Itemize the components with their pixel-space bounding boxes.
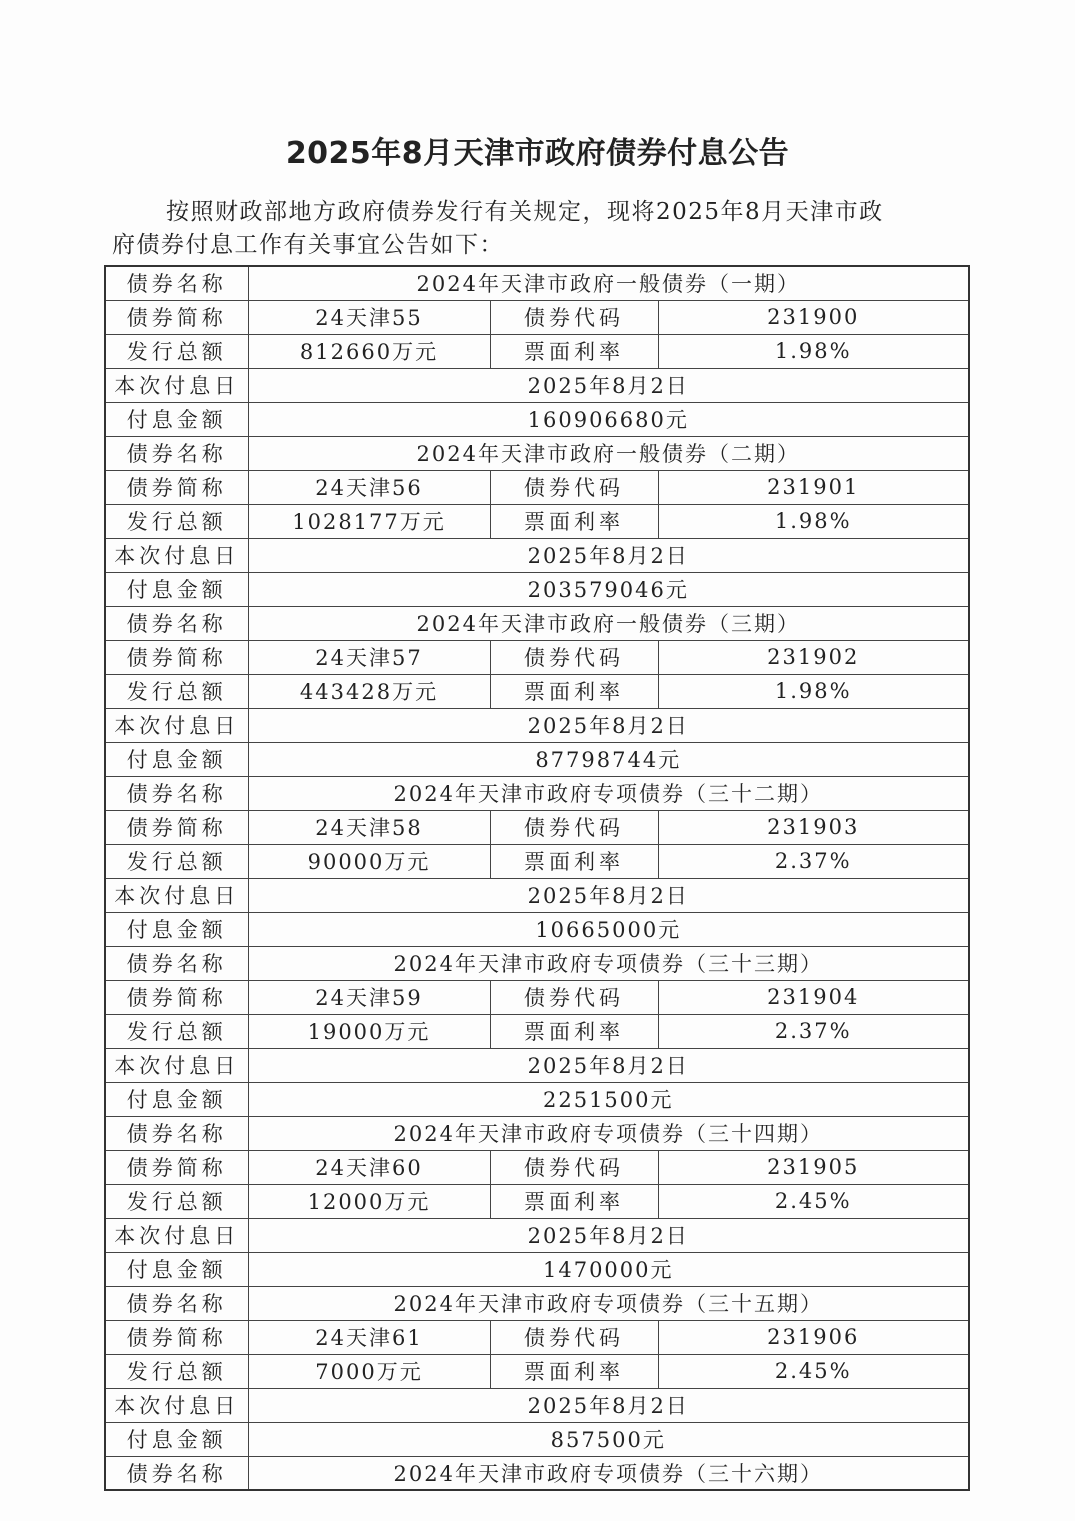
bond-total-row [105,1014,969,1048]
bond-date-value: 2025年8月2日 [248,1048,969,1082]
bond-rate-value: 1.98% [658,504,969,538]
bond-date-row [105,708,969,742]
bond-short-value: 24天津58 [248,810,490,844]
bond-total-row [105,844,969,878]
bond-short-value: 24天津59 [248,980,490,1014]
bond-total-value: 90000万元 [248,844,490,878]
bond-date-label: 本次付息日 [105,878,248,912]
bond-date-value: 2025年8月2日 [248,708,969,742]
bond-amount-row [105,1422,969,1456]
bond-name-value: 2024年天津市政府一般债券（一期） [248,266,969,300]
bond-code-label: 债券代码 [490,470,658,504]
bond-short-row [105,1320,969,1354]
bond-name-value: 2024年天津市政府一般债券（三期） [248,606,969,640]
bond-code-label: 债券代码 [490,980,658,1014]
bond-name-row [105,266,969,300]
bond-rate-value: 2.45% [658,1184,969,1218]
bond-amount-value: 1470000元 [248,1252,969,1286]
bond-date-row [105,368,969,402]
bond-date-value: 2025年8月2日 [248,368,969,402]
bond-name-value: 2024年天津市政府专项债券（三十三期） [248,946,969,980]
bond-short-value: 24天津56 [248,470,490,504]
bond-total-label: 发行总额 [105,504,248,538]
bond-short-row [105,470,969,504]
bond-amount-value: 2251500元 [248,1082,969,1116]
bond-name-row [105,1286,969,1320]
bond-total-label: 发行总额 [105,844,248,878]
bond-amount-row [105,912,969,946]
bond-amount-label: 付息金额 [105,1422,248,1456]
bond-code-value: 231903 [658,810,969,844]
bond-total-row [105,504,969,538]
bond-date-row [105,878,969,912]
bond-amount-value: 10665000元 [248,912,969,946]
bond-total-value: 443428万元 [248,674,490,708]
bond-total-row [105,334,969,368]
bond-code-value: 231901 [658,470,969,504]
bond-code-label: 债券代码 [490,300,658,334]
bond-date-value: 2025年8月2日 [248,1388,969,1422]
bond-total-row [105,1354,969,1388]
bond-code-value: 231900 [658,300,969,334]
bond-rate-label: 票面利率 [490,1184,658,1218]
bond-rate-value: 2.37% [658,844,969,878]
bond-date-row [105,1218,969,1252]
bond-short-label: 债券简称 [105,1150,248,1184]
bond-name-value: 2024年天津市政府专项债券（三十五期） [248,1286,969,1320]
bond-code-value: 231904 [658,980,969,1014]
intro-paragraph [112,196,952,262]
bond-name-label: 债券名称 [105,776,248,810]
bond-code-label: 债券代码 [490,1320,658,1354]
bond-name-label: 债券名称 [105,266,248,300]
bond-rate-label: 票面利率 [490,1014,658,1048]
bond-short-label: 债券简称 [105,470,248,504]
bond-date-label: 本次付息日 [105,368,248,402]
page-title: 2025年8月天津市政府债券付息公告 [285,136,790,171]
bond-total-label: 发行总额 [105,334,248,368]
bond-short-value: 24天津60 [248,1150,490,1184]
bond-code-value: 231902 [658,640,969,674]
bond-short-row [105,810,969,844]
bond-name-row [105,436,969,470]
bond-total-label: 发行总额 [105,1354,248,1388]
bond-code-value: 231906 [658,1320,969,1354]
bond-total-label: 发行总额 [105,1184,248,1218]
bond-short-value: 24天津61 [248,1320,490,1354]
bond-name-row [105,1456,969,1490]
bond-rate-label: 票面利率 [490,844,658,878]
bond-short-value: 24天津55 [248,300,490,334]
bond-total-row [105,1184,969,1218]
bond-rate-value: 2.37% [658,1014,969,1048]
bond-name-value: 2024年天津市政府专项债券（三十六期） [248,1456,969,1490]
bond-amount-label: 付息金额 [105,1252,248,1286]
bond-date-label: 本次付息日 [105,538,248,572]
bond-name-value: 2024年天津市政府专项债券（三十四期） [248,1116,969,1150]
bond-date-row [105,1388,969,1422]
bond-rate-value: 1.98% [658,674,969,708]
bond-total-value: 812660万元 [248,334,490,368]
bond-short-label: 债券简称 [105,640,248,674]
bond-date-value: 2025年8月2日 [248,878,969,912]
bond-name-row [105,1116,969,1150]
bond-short-value: 24天津57 [248,640,490,674]
bond-rate-label: 票面利率 [490,674,658,708]
bond-amount-value: 160906680元 [248,402,969,436]
bond-short-row [105,640,969,674]
bond-date-row [105,538,969,572]
bond-date-value: 2025年8月2日 [248,1218,969,1252]
bond-amount-label: 付息金额 [105,572,248,606]
bond-date-label: 本次付息日 [105,1218,248,1252]
bond-short-row [105,1150,969,1184]
bond-short-label: 债券简称 [105,300,248,334]
bond-total-value: 19000万元 [248,1014,490,1048]
bond-code-label: 债券代码 [490,1150,658,1184]
bond-name-label: 债券名称 [105,436,248,470]
bond-name-value: 2024年天津市政府一般债券（二期） [248,436,969,470]
bond-rate-label: 票面利率 [490,1354,658,1388]
bond-rate-label: 票面利率 [490,334,658,368]
bond-name-row [105,946,969,980]
bond-name-value: 2024年天津市政府专项债券（三十二期） [248,776,969,810]
bond-total-value: 7000万元 [248,1354,490,1388]
bond-amount-label: 付息金额 [105,402,248,436]
bond-date-label: 本次付息日 [105,1048,248,1082]
bond-amount-row [105,742,969,776]
bond-amount-row [105,1082,969,1116]
bond-code-value: 231905 [658,1150,969,1184]
bond-rate-value: 2.45% [658,1354,969,1388]
bond-total-value: 12000万元 [248,1184,490,1218]
bond-short-label: 债券简称 [105,980,248,1014]
bond-name-row [105,776,969,810]
bond-amount-row [105,402,969,436]
bond-name-label: 债券名称 [105,1456,248,1490]
bond-table [104,265,970,1491]
bond-code-label: 债券代码 [490,810,658,844]
bond-amount-value: 203579046元 [248,572,969,606]
bond-name-label: 债券名称 [105,606,248,640]
bond-amount-label: 付息金额 [105,742,248,776]
bond-name-row [105,606,969,640]
bond-name-label: 债券名称 [105,1116,248,1150]
intro-line-1: 按照财政部地方政府债券发行有关规定，现将2025年8月天津市政 [166,199,884,225]
bond-date-row [105,1048,969,1082]
bond-amount-label: 付息金额 [105,912,248,946]
bond-amount-label: 付息金额 [105,1082,248,1116]
bond-short-row [105,980,969,1014]
bond-short-label: 债券简称 [105,810,248,844]
bond-amount-value: 87798744元 [248,742,969,776]
bond-date-value: 2025年8月2日 [248,538,969,572]
intro-line-2: 府债券付息工作有关事宜公告如下： [112,232,504,258]
bond-rate-value: 1.98% [658,334,969,368]
bond-short-label: 债券简称 [105,1320,248,1354]
bond-name-label: 债券名称 [105,1286,248,1320]
bond-amount-row [105,572,969,606]
bond-total-label: 发行总额 [105,674,248,708]
bond-date-label: 本次付息日 [105,708,248,742]
bond-total-label: 发行总额 [105,1014,248,1048]
bond-amount-row [105,1252,969,1286]
bond-name-label: 债券名称 [105,946,248,980]
bond-total-value: 1028177万元 [248,504,490,538]
bond-date-label: 本次付息日 [105,1388,248,1422]
bond-amount-value: 857500元 [248,1422,969,1456]
bond-code-label: 债券代码 [490,640,658,674]
bond-table-body [105,266,969,1490]
bond-total-row [105,674,969,708]
bond-rate-label: 票面利率 [490,504,658,538]
bond-short-row [105,300,969,334]
